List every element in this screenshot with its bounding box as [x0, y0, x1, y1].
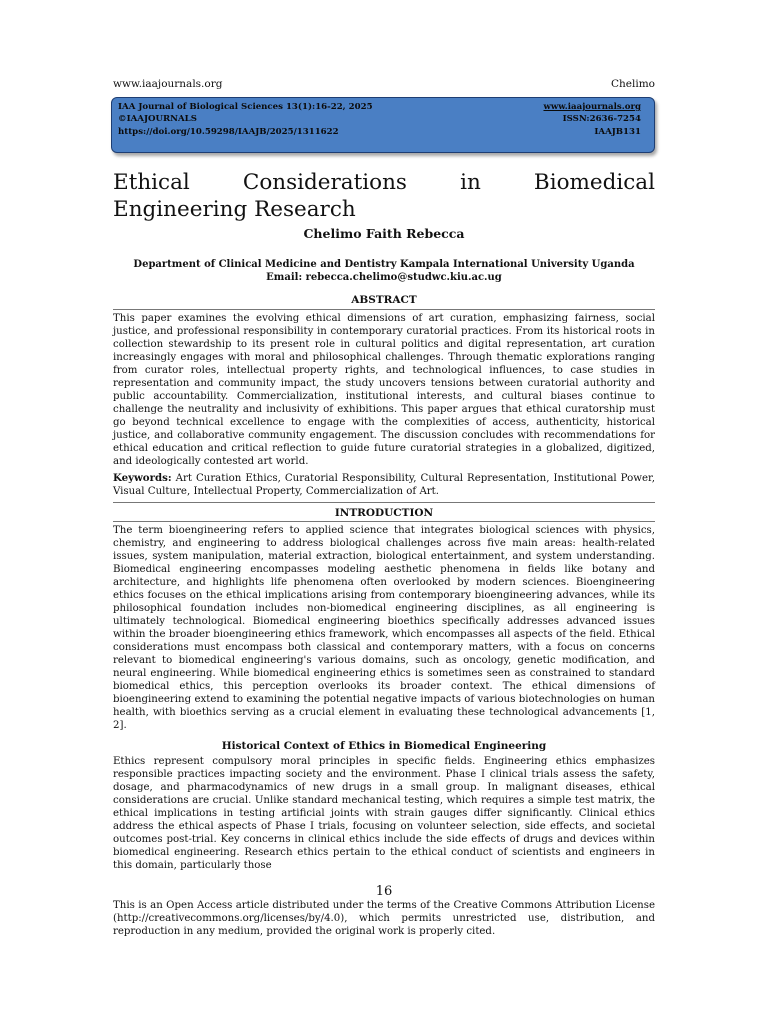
page-number: 16	[375, 884, 393, 899]
journal-website-link[interactable]: www.iaajournals.org	[543, 102, 641, 112]
running-head	[113, 78, 655, 94]
keywords-paragraph	[113, 472, 655, 498]
journal-issn: ISSN:2636-7254	[562, 114, 641, 124]
history-subheading: Historical Context of Ethics in Biomedical Engineering	[221, 740, 547, 752]
history-text: Ethics represent compulsory moral principles in specific fields. Engineering ethics emphasizes responsible practices impacting society and the environment. Phase I clinical trials assess the safety, dosage, and pharmacodynamics of new drugs in a small group. In malignant diseases, ethical considerations are crucial. Unlike standard mechanical testing, which requires a simple test matrix, the ethical implications in testing artificial joints with strain gauges differ significantly. Clinical ethics address the ethical aspects of Phase I trials, focusing on volunteer selection, side effects, and societal outcomes post-trial. Key concerns in clinical ethics include the side effects of drugs and devices within biomedical engineering. Research ethics pertain to the ethical conduct of scientists and engineers in this domain, particularly those	[113, 756, 655, 871]
affiliation-department: Department of Clinical Medicine and Dentistry Kampala International University Uganda	[133, 259, 635, 270]
keywords-list: Art Curation Ethics, Curatorial Responsibility, Cultural Representation, Institutional Power, Visual Culture, Intellectual Property, Commercialization of Art.	[113, 473, 655, 497]
keywords-label: Keywords:	[113, 472, 172, 484]
author-affiliation	[113, 258, 655, 284]
introduction-text: The term bioengineering refers to applied science that integrates biological sciences with physics, chemistry, and engineering to address biological challenges across five main areas: health-related issues, system manipulation, material extraction, biological entertainment, and system understanding. Biomedical engineering encompasses modeling aesthetic phenomena in fields like botany and architecture, and highlights life phenomena often overlooked by modern sciences. Bioengineering ethics focuses on the ethical implications arising from contemporary bioengineering advances, while its philosophical foundation includes non-biomedical engineering disciplines, as all engineering is ultimately technological. Biomedical engineering bioethics specifically addresses advanced issues within the broader bioengineering ethics framework, which encompasses all aspects of the field. Ethical considerations must encompass both classical and contemporary matters, with a focus on concerns relevant to biomedical engineering's various domains, such as oncology, genetic modification, and neural engineering. While biomedical engineering ethics is sometimes seen as constrained to standard biomedical ethics, this perception overlooks its broader context. The ethical dimensions of bioengineering extend to examining the potential negative impacts of various biotechnologies on human health, with bioethics serving as a crucial element in evaluating these technological advancements [1, 2].	[113, 525, 655, 731]
article-title: Ethical Considerations in Biomedical Engineering Research	[113, 170, 655, 222]
journal-code: IAAJB131	[594, 127, 641, 137]
abstract-text: This paper examines the evolving ethical dimensions of art curation, emphasizing fairness, social justice, and professional responsibility in contemporary curatorial practices. From its historical roots in collection stewardship to its present role in cultural politics and digital representation, art curation increasingly engages with moral and philosophical challenges. Through thematic explorations ranging from curator roles, intellectual property rights, and technological influences, to case studies in representation and community impact, the study uncovers tensions between curatorial authority and public accountability. Commercialization, institutional interests, and cultural biases continue to challenge the neutrality and inclusivity of exhibitions. This paper argues that ethical curatorship must go beyond technical excellence to engage with the complexities of access, authenticity, historical justice, and collaborative community engagement. The discussion concludes with recommendations for ethical education and critical reflection to guide future curatorial strategies in a globalized, digitized, and ideologically contested art world.	[113, 313, 655, 467]
journal-publisher: ©IAAJOURNALS	[118, 114, 197, 124]
journal-citation: IAA Journal of Biological Sciences 13(1):16-22, 2025	[118, 102, 373, 112]
running-head-author: Chelimo	[610, 78, 655, 90]
license-notice: This is an Open Access article distributed under the terms of the Creative Commons Attribution License (http://creativecommons.org/licenses/by/4.0), which permits unrestricted use, distribution, and reproduction in any medium, provided the original work is properly cited.	[113, 900, 655, 937]
author-email[interactable]: Email: rebecca.chelimo@studwc.kiu.ac.ug	[266, 272, 502, 283]
abstract-bottom-rule	[113, 502, 655, 503]
journal-info-box	[111, 97, 655, 153]
introduction-heading: INTRODUCTION	[334, 507, 434, 519]
abstract-top-rule	[113, 309, 655, 310]
journal-site-link[interactable]: www.iaajournals.org	[113, 78, 223, 90]
author-name: Chelimo Faith Rebecca	[303, 226, 465, 241]
abstract-heading: ABSTRACT	[351, 294, 417, 306]
introduction-rule	[113, 521, 655, 522]
article-doi-link[interactable]: https://doi.org/10.59298/IAAJB/2025/1311622	[118, 127, 339, 137]
